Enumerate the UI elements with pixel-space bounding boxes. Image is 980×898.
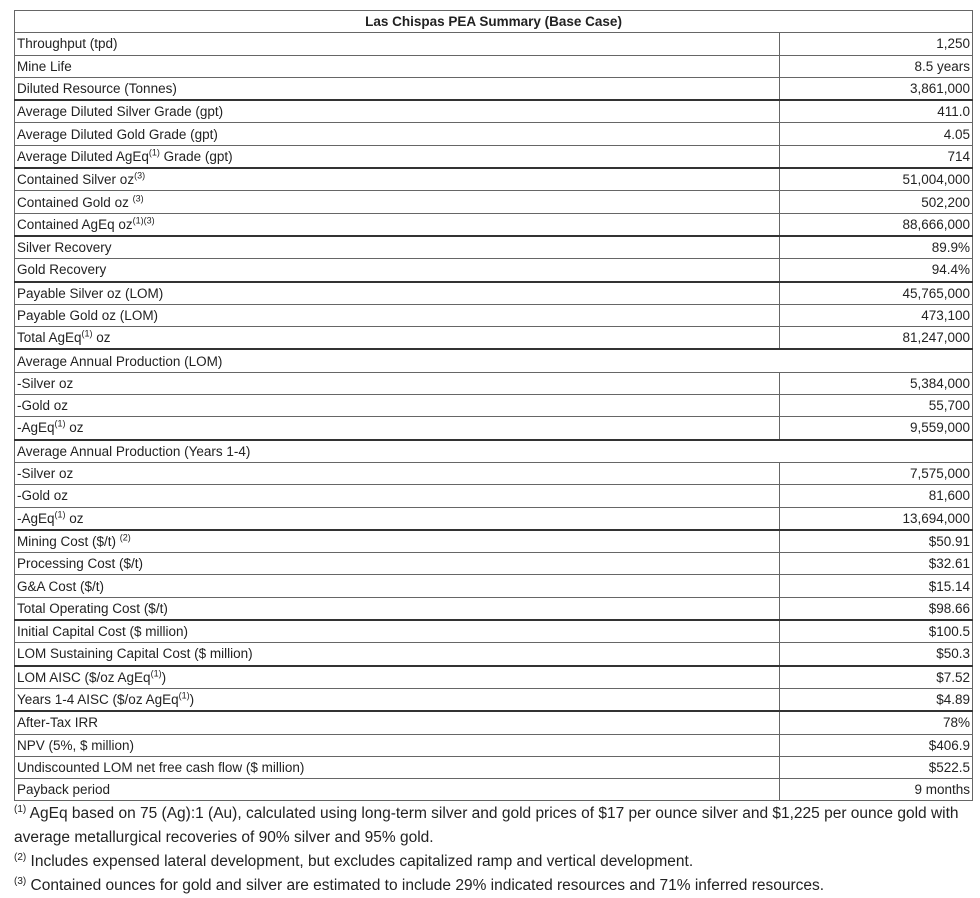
row-label (15, 462, 780, 484)
row-label-text: Total Operating Cost ($/t) (17, 600, 168, 616)
row-label (15, 620, 780, 643)
row-value: 45,765,000 (780, 282, 973, 305)
row-label (15, 779, 780, 801)
row-label-text: G&A Cost ($/t) (17, 578, 105, 594)
row-label-suffix: Grade (gpt) (159, 148, 233, 164)
row-label (15, 530, 780, 553)
table-row (15, 168, 973, 191)
row-value: 9,559,000 (780, 417, 973, 440)
row-value: 411.0 (780, 100, 973, 123)
row-value: $4.89 (780, 688, 973, 711)
row-value: 5,384,000 (780, 372, 973, 394)
table-row (15, 145, 973, 168)
footnote-reference: (3) (132, 193, 144, 204)
footnote-marker: (3) (14, 876, 27, 888)
row-value: 502,200 (780, 191, 973, 213)
row-label-text: Throughput (tpd) (17, 36, 118, 52)
row-value: 9 months (780, 779, 973, 801)
table-row (15, 327, 973, 350)
row-label (15, 688, 780, 711)
row-label (15, 372, 780, 394)
table-row (15, 575, 973, 597)
footnote-text: AgEq based on 75 (Ag):1 (Au), calculated using long-term silver and gold prices of $17 per ounce silver and $1,225 per ounce gold with average metallurgical recoveries of 90% silver and 95% gold. (14, 805, 959, 847)
row-label-text: -Gold oz (17, 488, 69, 504)
row-value: $406.9 (780, 734, 973, 756)
row-label-text: Payback period (17, 782, 111, 798)
row-value: 7,575,000 (780, 462, 973, 484)
row-label (15, 55, 780, 77)
row-label-text: Contained AgEq oz (17, 216, 133, 232)
table-row (15, 643, 973, 666)
row-label (15, 191, 780, 213)
row-value: 81,600 (780, 485, 973, 507)
row-value: 3,861,000 (780, 77, 973, 100)
table-row (15, 417, 973, 440)
table-title-row (15, 11, 973, 33)
row-value: 81,247,000 (780, 327, 973, 350)
row-label-text: LOM AISC ($/oz AgEq (17, 669, 151, 685)
row-label-text: -Silver oz (17, 466, 74, 482)
row-label-text: Average Diluted AgEq (17, 148, 149, 164)
table-row (15, 395, 973, 417)
row-label (15, 327, 780, 350)
footnote-reference: (1) (150, 668, 162, 679)
table-row (15, 55, 973, 77)
row-label (15, 575, 780, 597)
row-label (15, 440, 973, 463)
row-label (15, 100, 780, 123)
row-value: 1,250 (780, 33, 973, 55)
row-value: 89.9% (780, 236, 973, 259)
table-row (15, 597, 973, 620)
table-title: Las Chispas PEA Summary (Base Case) (15, 11, 973, 33)
row-label-text: Average Annual Production (Years 1-4) (17, 443, 251, 459)
row-label (15, 756, 780, 778)
row-label-text: Contained Silver oz (17, 172, 135, 188)
row-label (15, 259, 780, 282)
row-label-text: Average Diluted Gold Grade (gpt) (17, 126, 218, 142)
row-label-suffix: oz (65, 420, 84, 436)
table-row (15, 666, 973, 689)
row-label (15, 666, 780, 689)
footnote (14, 874, 972, 898)
table-row (15, 282, 973, 305)
row-label-text: Mine Life (17, 58, 72, 74)
row-label (15, 282, 780, 305)
row-label (15, 77, 780, 100)
row-value: $98.66 (780, 597, 973, 620)
table-row (15, 440, 973, 463)
table-row (15, 507, 973, 530)
row-value: 13,694,000 (780, 507, 973, 530)
row-label-text: Undiscounted LOM net free cash flow ($ million) (17, 759, 305, 775)
row-label (15, 304, 780, 326)
table-row (15, 349, 973, 372)
row-value: $15.14 (780, 575, 973, 597)
row-label (15, 33, 780, 55)
footnote-reference: (1) (148, 147, 160, 158)
row-value: 55,700 (780, 395, 973, 417)
row-value: $50.3 (780, 643, 973, 666)
row-label-text: Gold Recovery (17, 262, 107, 278)
row-value: $50.91 (780, 530, 973, 553)
row-value: $32.61 (780, 553, 973, 575)
row-label (15, 349, 973, 372)
row-label (15, 236, 780, 259)
row-value: 88,666,000 (780, 213, 973, 236)
table-row (15, 530, 973, 553)
row-value: 78% (780, 711, 973, 734)
table-row (15, 77, 973, 100)
row-label (15, 123, 780, 145)
footnote-text: Contained ounces for gold and silver are estimated to include 29% indicated resources and 71% inferred resources. (26, 877, 825, 895)
row-label-text: After-Tax IRR (17, 715, 99, 731)
footnote-reference: (1) (81, 328, 93, 339)
row-label (15, 597, 780, 620)
table-row (15, 191, 973, 213)
row-label (15, 145, 780, 168)
row-value: $100.5 (780, 620, 973, 643)
footnote-reference: (1) (54, 509, 66, 520)
pea-summary-table (14, 10, 973, 801)
footnote-reference: (1) (54, 418, 66, 429)
table-row (15, 711, 973, 734)
footnote-marker: (1) (14, 804, 27, 816)
row-value: 8.5 years (780, 55, 973, 77)
table-row (15, 779, 973, 801)
table-row (15, 213, 973, 236)
table-row (15, 236, 973, 259)
row-label-text: -Gold oz (17, 398, 69, 414)
row-label-text: -Silver oz (17, 375, 74, 391)
footnote-reference: (1) (178, 690, 190, 701)
footnote-reference: (2) (119, 532, 131, 543)
row-label-text: Payable Silver oz (LOM) (17, 285, 164, 301)
table-body (15, 11, 973, 801)
row-label-text: -AgEq (17, 510, 55, 526)
row-label-text: Mining Cost ($/t) (17, 533, 120, 549)
row-value: 51,004,000 (780, 168, 973, 191)
table-row (15, 756, 973, 778)
table-row (15, 372, 973, 394)
row-label-text: Contained Gold oz (17, 194, 133, 210)
row-label-text: Average Diluted Silver Grade (gpt) (17, 104, 224, 120)
row-label (15, 711, 780, 734)
row-label (15, 213, 780, 236)
footnote-text: Includes expensed lateral development, but excludes capitalized ramp and vertical development. (26, 853, 694, 871)
row-value: $522.5 (780, 756, 973, 778)
row-value: $7.52 (780, 666, 973, 689)
row-label-suffix: ) (161, 669, 167, 685)
table-row (15, 462, 973, 484)
footnote-reference: (3) (134, 170, 146, 181)
footnote (14, 850, 972, 874)
row-label-text: Processing Cost ($/t) (17, 556, 144, 572)
row-label (15, 734, 780, 756)
table-row (15, 33, 973, 55)
row-label-text: Silver Recovery (17, 240, 112, 256)
row-value: 4.05 (780, 123, 973, 145)
table-row (15, 485, 973, 507)
table-row (15, 100, 973, 123)
row-label-suffix: ) (189, 692, 195, 708)
row-value: 473,100 (780, 304, 973, 326)
row-label-text: Average Annual Production (LOM) (17, 353, 223, 369)
table-row (15, 620, 973, 643)
table-row (15, 734, 973, 756)
row-label-suffix: oz (92, 330, 111, 346)
footnotes (14, 802, 972, 898)
row-value: 714 (780, 145, 973, 168)
table-row (15, 688, 973, 711)
footnote-marker: (2) (14, 852, 27, 864)
row-label (15, 395, 780, 417)
table-row (15, 259, 973, 282)
row-label (15, 168, 780, 191)
row-label (15, 643, 780, 666)
row-label-text: -AgEq (17, 420, 55, 436)
row-label-text: LOM Sustaining Capital Cost ($ million) (17, 646, 253, 662)
row-label-suffix: oz (65, 510, 84, 526)
table-row (15, 304, 973, 326)
row-label (15, 507, 780, 530)
footnote-reference: (1)(3) (132, 215, 155, 226)
table-row (15, 553, 973, 575)
table-row (15, 123, 973, 145)
row-label-text: Total AgEq (17, 330, 82, 346)
row-value: 94.4% (780, 259, 973, 282)
row-label (15, 553, 780, 575)
row-label (15, 485, 780, 507)
pea-summary-document (14, 10, 972, 898)
footnote (14, 802, 972, 850)
row-label-text: Payable Gold oz (LOM) (17, 308, 159, 323)
row-label-text: Initial Capital Cost ($ million) (17, 624, 189, 640)
row-label (15, 417, 780, 440)
row-label-text: NPV (5%, $ million) (17, 737, 135, 753)
row-label-text: Years 1-4 AISC ($/oz AgEq (17, 692, 179, 708)
row-label-text: Diluted Resource (Tonnes) (17, 81, 177, 97)
